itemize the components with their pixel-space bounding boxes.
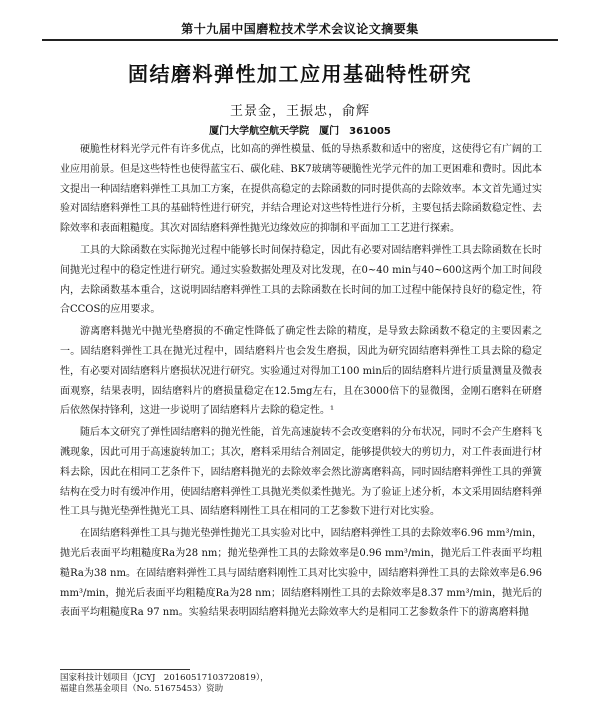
paper-title: 固结磨料弹性加工应用基础特性研究 <box>128 62 472 86</box>
running-header: 第十九届中国磨粒技术学术会议论文摘要集 <box>42 20 558 41</box>
paragraph-4: 随后本文研究了弹性固结磨料的抛光性能，首先高速旋转不会改变磨料的分布状况，同时不会产生磨料飞溅现象，因此可用于高速旋转加工；其次，磨料采用结合剂固定，能够提供较大的剪切力，对工件表面进行材料去除，因此在相同工艺条件下，固结磨料抛光的去除效率会然比游离磨料高，同时固结磨料弹性工具的弹簧结构在受力时有缓冲作用，使固结磨料弹性工具抛光类似柔性抛光。为了验证上述分析，本文采用固结磨料弹性工具与抛光垫弹性抛光工具、固结磨料刚性工具在相同的工艺参数下进行对比实验。 <box>60 427 542 518</box>
authors: 王景金，王振忠，俞辉 <box>229 104 370 119</box>
paragraph-2: 工具的大除函数在实际抛光过程中能够长时间保持稳定，因此有必要对固结磨料弹性工具去除函数在长时间抛光过程中的稳定性进行研究。通过实验数据处理及对比发现，在0~40 min与40~600这两个加工时间段内，去除函数基本重合，这说明固结磨料弹性工具的去除函数在长时间的加工过程中能保持良好的稳定性，符合CCOS的应用要求。 <box>60 244 542 316</box>
affiliation: 厦门大学航空航天学院 厦门 361005 <box>209 126 391 137</box>
paragraph-5: 在固结磨料弹性工具与抛光垫弹性抛光工具实验对比中，固结磨料弹性工具的去除效率6.96 mm³/min，抛光后表面平均粗糙度Ra为28 nm；抛光垫弹性工具的去除效率是0.96 mm³/min，抛光后工件表面平均粗糙Ra为38 nm。在固结磨料弹性工具与固结磨料刚性工具对比实验中，固结磨料弹性工具的去除效率是6.96 mm³/min，抛光后表面平均粗糙度Ra为28 nm；固结磨料刚性工具的去除效率是8.37 mm³/min，抛光后的表面平均粗糙度Ra 97 nm。实验结果表明固结磨料抛光去除效率大约是相同工艺参数条件下的游离磨料抛 <box>60 528 542 619</box>
footnote-2: 福建自然基金项目（No. 51675453）资助 <box>60 684 224 694</box>
footnote-rule <box>60 669 190 670</box>
paragraph-1: 硬脆性材料光学元件有许多优点，比如高的弹性模量、低的导热系数和适中的密度，这使得它有广阔的工业应用前景。但是这些特性也使得蓝宝石、碳化硅、BK7玻璃等硬脆性光学元件的加工更困难和费时。因此本文提出一种固结磨料弹性工具加工方案，在提供高稳定的去除函数的同时提供高的去除效率。本文首先通过实验对固结磨料弹性工具的基础特性进行研究，并结合理论对这些特性进行分析，主要包括去除函数稳定性、去除效率和表面粗糙度。其次对固结磨料弹性抛光边缘效应的抑制和平面加工工艺进行探索。 <box>60 144 542 235</box>
footnotes <box>60 673 269 695</box>
body-text <box>60 140 542 623</box>
footnote-1: 国家科技计划项目（JCYJ 20160517103720819）， <box>60 673 269 683</box>
paragraph-3: 游离磨料抛光中抛光垫磨损的不确定性降低了确定性去除的精度，是导致去除函数不稳定的主要因素之一。固结磨料弹性工具在抛光过程中，固结磨料片也会发生磨损，因此为研究固结磨料弹性工具去除的稳定性，有必要对固结磨料片磨损状况进行研究。实验通过对得加工100 min后的固结磨料片进行质量测量及微表面观察，结果表明，固结磨料片的磨损量稳定在12.5mg左右，且在3000倍下的显微图，金刚石磨料在研磨后依然保持锋利，这进一步说明了固结磨料片去除的稳定性。¹ <box>60 326 542 417</box>
